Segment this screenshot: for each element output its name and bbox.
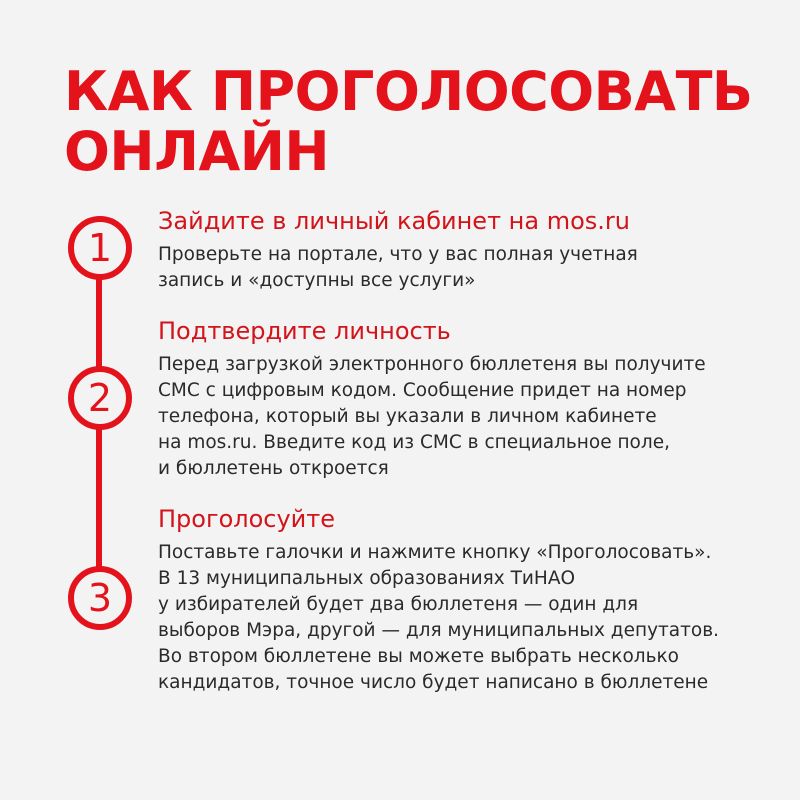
page-title-line-1: КАК ПРОГОЛОСОВАТЬ bbox=[64, 60, 753, 123]
step-3 bbox=[158, 504, 778, 696]
step-2-line: и бюллетень откроется bbox=[158, 458, 389, 479]
step-number-3: 3 bbox=[68, 566, 132, 630]
step-2 bbox=[158, 316, 778, 482]
step-3-line: у избирателей будет два бюллетеня — один для bbox=[158, 594, 639, 615]
step-2-line: Перед загрузкой электронного бюллетеня вы получите bbox=[158, 354, 706, 375]
step-2-line: СМС с цифровым кодом. Сообщение придет на номер bbox=[158, 380, 687, 401]
step-1-line: запись и «доступны все услуги» bbox=[158, 270, 476, 291]
step-1-line: Проверьте на портале, что у вас полная учетная bbox=[158, 244, 638, 265]
step-3-text bbox=[158, 540, 778, 696]
step-number-2: 2 bbox=[68, 366, 132, 430]
step-3-line: Поставьте галочки и нажмите кнопку «Проголосовать». bbox=[158, 542, 712, 563]
step-3-line: кандидатов, точное число будет написано в бюллетене bbox=[158, 672, 709, 693]
step-2-line: на mos.ru. Введите код из СМС в специальное поле, bbox=[158, 432, 670, 453]
page-title bbox=[64, 62, 753, 182]
step-3-line: В 13 муниципальных образованиях ТиНАО bbox=[158, 568, 576, 589]
step-number-1: 1 bbox=[68, 216, 132, 280]
step-1-title: Зайдите в личный кабинет на mos.ru bbox=[158, 207, 630, 235]
step-1 bbox=[158, 206, 778, 294]
step-2-title: Подтвердите личность bbox=[158, 317, 451, 345]
step-3-line: Во втором бюллетене вы можете выбрать несколько bbox=[158, 646, 679, 667]
step-2-text bbox=[158, 352, 778, 482]
step-3-title: Проголосуйте bbox=[158, 505, 336, 533]
step-3-line: выборов Мэра, другой — для муниципальных депутатов. bbox=[158, 620, 720, 641]
step-2-line: телефона, который вы указали в личном кабинете bbox=[158, 406, 657, 427]
step-1-text bbox=[158, 242, 778, 294]
page-title-line-2: ОНЛАЙН bbox=[64, 120, 330, 183]
